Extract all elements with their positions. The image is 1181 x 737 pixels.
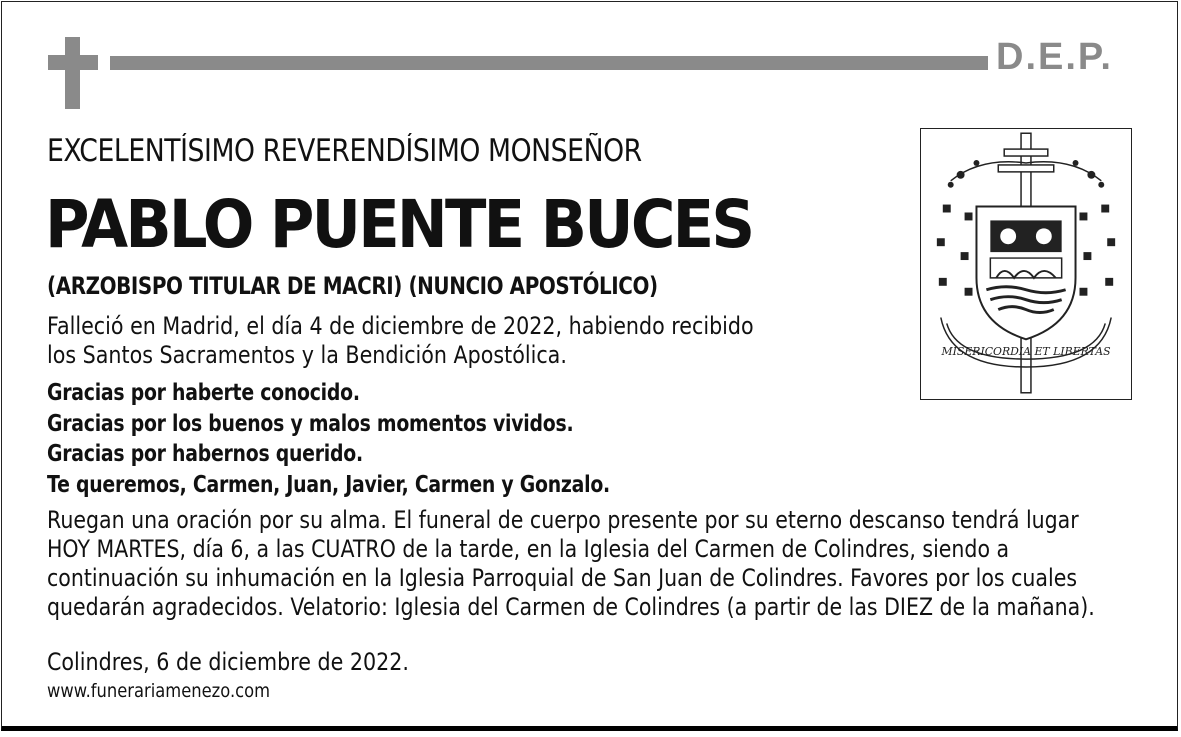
thanks-line: Te queremos, Carmen, Juan, Javier, Carmen y Gonzalo.: [47, 471, 610, 498]
website-link[interactable]: www.funerariamenezo.com: [47, 680, 271, 702]
funeral-line: continuación su inhumación en la Iglesia Parroquial de San Juan de Colindres. Favores por los cuales: [47, 564, 1078, 592]
thanks-line: Gracias por habernos querido.: [47, 441, 363, 467]
motto-text: MISERICORDIA ET LIBERTAS: [941, 345, 1111, 359]
place-date: Colindres, 6 de diciembre de 2022.: [47, 648, 409, 676]
thanks-line: Gracias por los buenos y malos momentos vividos.: [47, 410, 574, 437]
funeral-paragraph: [47, 506, 1095, 622]
funeral-line: quedarán agradecidos. Velatorio: Iglesia del Carmen de Colindres (a partir de las DIEZ de la mañana).: [47, 593, 1095, 621]
cross-icon-bar: [48, 55, 98, 70]
funeral-line: HOY MARTES, día 6, a las CUATRO de la tarde, en la Iglesia del Carmen de Colindres, siendo a: [47, 535, 1010, 563]
header-rule: [110, 56, 988, 70]
deceased-subtitle: (ARZOBISPO TITULAR DE MACRI) (NUNCIO APOSTÓLICO): [47, 272, 658, 300]
announcement-line: los Santos Sacramentos y la Bendición Apostólica.: [47, 341, 567, 369]
coat-of-arms: [920, 128, 1132, 400]
thanks-line: Gracias por haberte conocido.: [47, 380, 360, 406]
announcement-line: Falleció en Madrid, el día 4 de diciembre de 2022, habiendo recibido: [47, 312, 754, 340]
announcement-paragraph: [47, 312, 754, 370]
thanks-paragraph: [47, 378, 610, 500]
cross-icon: [65, 37, 80, 109]
dep-label: D.E.P.: [996, 36, 1113, 78]
coat-of-arms-icon: [921, 129, 1131, 399]
honorific-title: EXCELENTÍSIMO REVERENDÍSIMO MONSEÑOR: [47, 133, 642, 169]
funeral-line: Ruegan una oración por su alma. El funeral de cuerpo presente por su eterno descanso tendrá lugar: [47, 506, 1079, 534]
deceased-name: PABLO PUENTE BUCES: [45, 186, 753, 263]
